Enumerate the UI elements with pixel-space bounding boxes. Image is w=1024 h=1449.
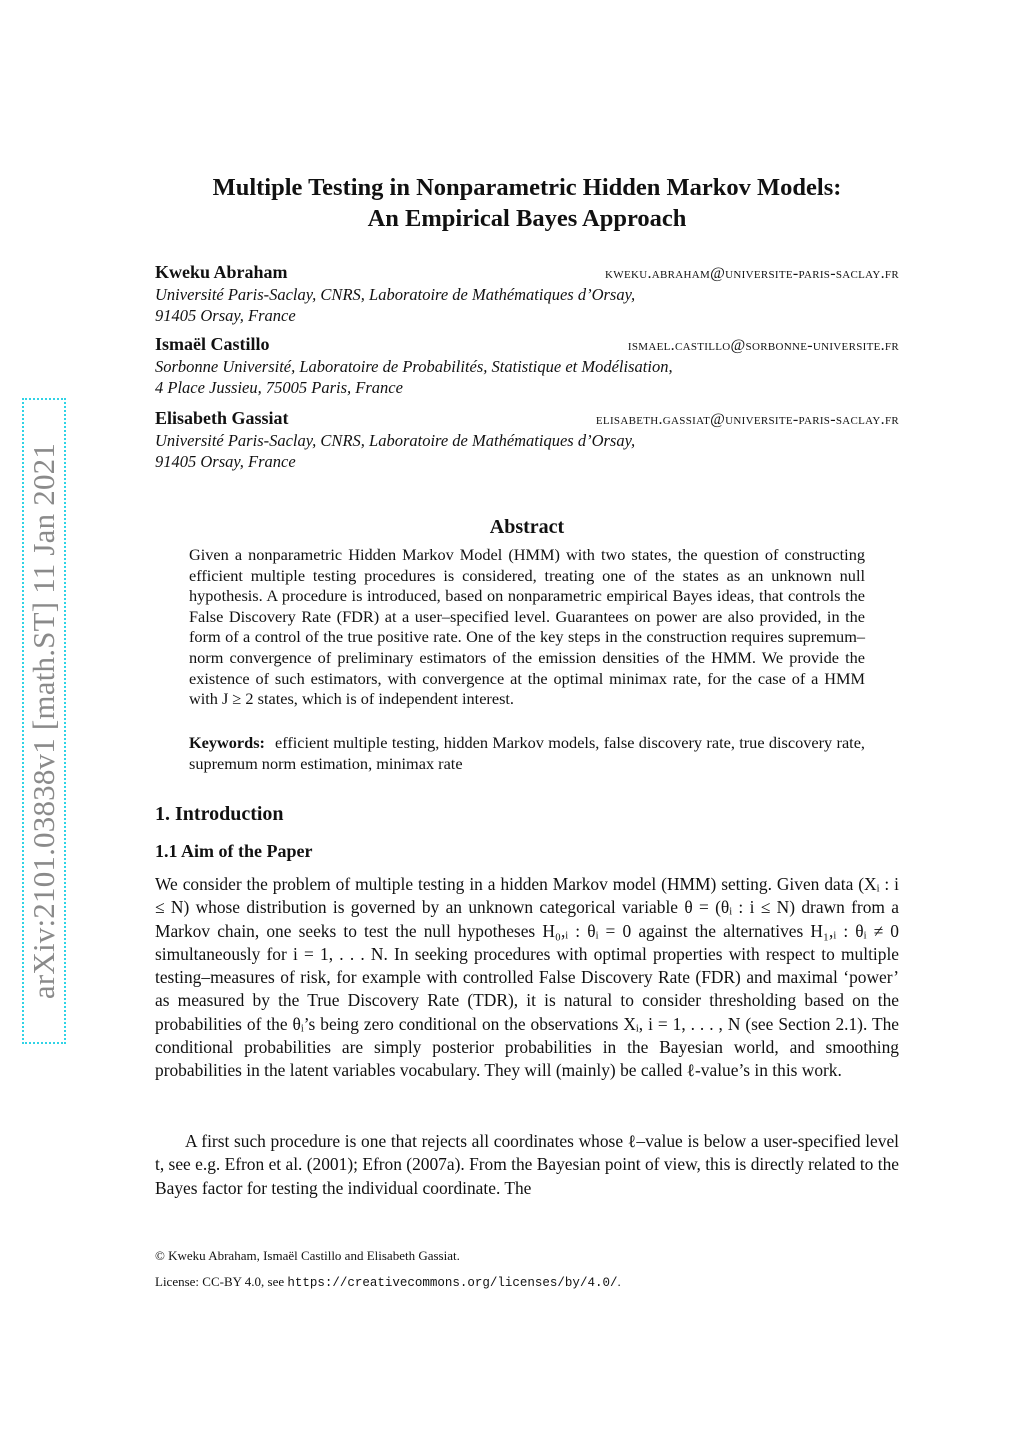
author-name: Elisabeth Gassiat xyxy=(155,408,289,428)
title-line-2: An Empirical Bayes Approach xyxy=(367,205,687,232)
abstract-heading: Abstract xyxy=(489,516,565,538)
author-email[interactable]: elisabeth.gassiat@universite-paris-saclay.fr xyxy=(595,411,899,428)
author-email[interactable]: ismael.castillo@sorbonne-universite.fr xyxy=(627,337,899,354)
author-block-2 xyxy=(155,334,899,398)
copyright-notice: © Kweku Abraham, Ismaël Castillo and Elisabeth Gassiat. xyxy=(155,1248,460,1263)
license-link[interactable]: https://creativecommons.org/licenses/by/4.0/ xyxy=(287,1276,618,1290)
author-address: 91405 Orsay, France xyxy=(155,306,296,325)
author-email[interactable]: kweku.abraham@universite-paris-saclay.fr xyxy=(605,265,899,282)
license-suffix: . xyxy=(617,1274,621,1289)
body-paragraph-1: We consider the problem of multiple testing in a hidden Markov model (HMM) setting. Given data (Xᵢ : i ≤ N) whose distribution is governed by an unknown categorical variable θ = (θᵢ : i ≤ N) drawn from a Markov chain, one seeks to test the null hypotheses H₀,ᵢ : θᵢ = 0 against the alternatives H₁,ᵢ : θᵢ ≠ 0 simultaneously for i = 1, . . . N. In seeking procedures with optimal properties with respect to multiple testing–measures of risk, for example with controlled False Discovery Rate (FDR) and maximal ‘power’ as measured by the True Discovery Rate (TDR), it is natural to consider thresholding based on the probabilities of the θᵢ’s being zero conditional on the observations Xᵢ, i = 1, . . . , N (see Section 2.1). The conditional probabilities are simply posterior probabilities in the Bayesian world, and smoothing probabilities in the latent variables vocabulary. They will (mainly) be called ℓ-value’s in this work. xyxy=(155,874,899,1081)
author-address: 91405 Orsay, France xyxy=(155,452,296,471)
author-affiliation: Université Paris-Saclay, CNRS, Laboratoire de Mathématiques d’Orsay, xyxy=(155,431,636,450)
title-line-1: Multiple Testing in Nonparametric Hidden Markov Models: xyxy=(212,174,842,201)
license-notice xyxy=(155,1274,621,1290)
keywords-label: Keywords: xyxy=(189,733,265,752)
body-paragraph-2: A first such procedure is one that rejects all coordinates whose ℓ–value is below a user-specified level t, see e.g. Efron et al. (2001); Efron (2007a). From the Bayesian point of view, this is directly related to the Bayes factor for testing the individual coordinate. The xyxy=(155,1131,899,1198)
author-address: 4 Place Jussieu, 75005 Paris, France xyxy=(155,378,403,397)
license-prefix: License: CC-BY 4.0, see xyxy=(155,1274,288,1289)
author-affiliation: Sorbonne Université, Laboratoire de Probabilités, Statistique et Modélisation, xyxy=(155,357,673,376)
arxiv-side-stamp[interactable] xyxy=(22,398,66,1044)
paper-title xyxy=(155,172,899,234)
abstract-text: Given a nonparametric Hidden Markov Model (HMM) with two states, the question of constructing efficient multiple testing procedures is considered, treating one of the states as an unknown null hypothesis. A procedure is introduced, based on nonparametric empirical Bayes ideas, that controls the False Discovery Rate (FDR) at a user–specified level. Guarantees on power are also provided, in the form of a control of the true positive rate. One of the key steps in the construction requires supremum–norm convergence of preliminary estimators of the emission densities of the HMM. We provide the existence of such estimators, with convergence at the optimal minimax rate, for the case of a HMM with J ≥ 2 states, which is of independent interest. xyxy=(189,545,865,709)
arxiv-identifier: arXiv:2101.03838v1 [math.ST] 11 Jan 2021 xyxy=(26,442,61,1000)
author-name: Ismaël Castillo xyxy=(155,334,270,354)
author-block-3 xyxy=(155,408,899,472)
author-name: Kweku Abraham xyxy=(155,262,288,282)
author-block-1 xyxy=(155,262,899,326)
author-affiliation: Université Paris-Saclay, CNRS, Laboratoire de Mathématiques d’Orsay, xyxy=(155,285,636,304)
keywords xyxy=(189,733,865,774)
keywords-list: efficient multiple testing, hidden Markov models, false discovery rate, true discovery rate, supremum norm estimation, minimax rate xyxy=(189,733,865,773)
section-heading-introduction: 1. Introduction xyxy=(155,803,284,825)
subsection-heading-aim: 1.1 Aim of the Paper xyxy=(155,841,313,861)
